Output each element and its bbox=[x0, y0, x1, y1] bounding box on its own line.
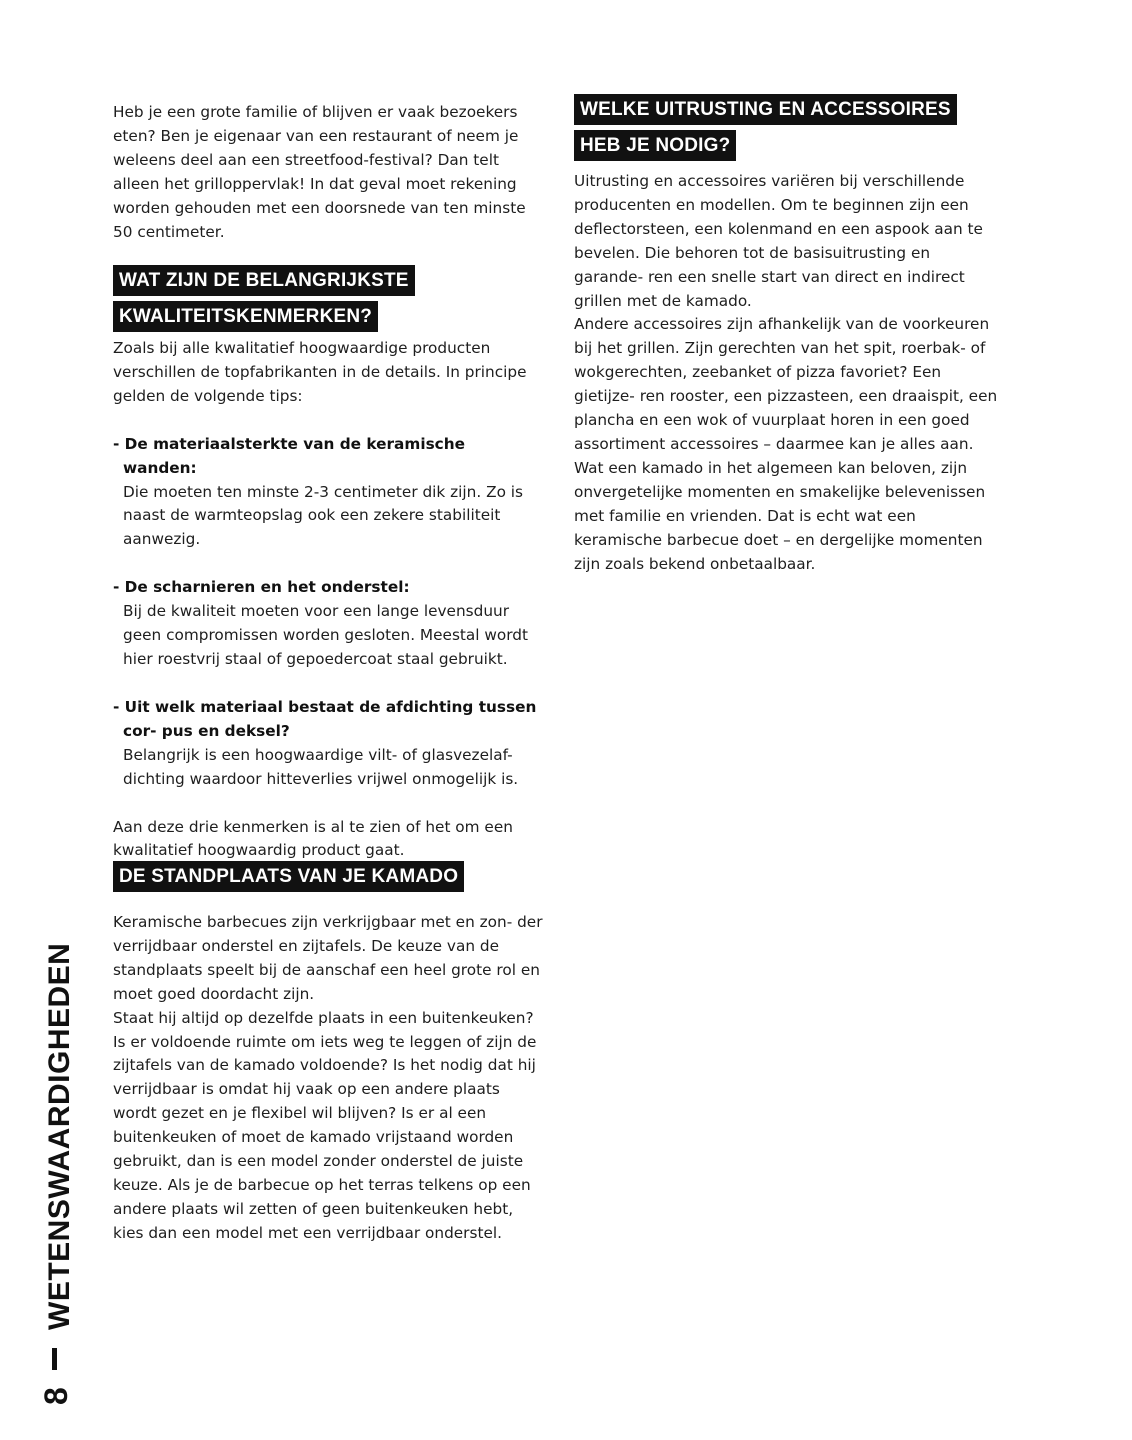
list-item bbox=[113, 433, 543, 553]
intro-paragraph: Heb je een grote familie of blijven er vaak bezoekers eten? Ben je eigenaar van een restaurant of neem je weleens deel aan een streetfood-festival? Dan telt alleen het grilloppervlak! In dat geval moet rekening worden gehouden met een doorsnede van ten minste 50 centimeter. bbox=[113, 103, 526, 241]
section-heading-accessories bbox=[574, 94, 1002, 166]
accessories-paragraph-2: Andere accessoires zijn afhankelijk van de voorkeuren bij het grillen. Zijn gerechten van het spit, roerbak- of wokgerechten, zeebanket of pizza favoriet? Een gietijze- ren rooster, een pizzasteen, een draaispit, een plancha en een wok of vuurplaat horen in een goed assortiment accessoires – daarmee kan je alles aan. bbox=[574, 315, 998, 453]
section-title-vertical: WETENSWAARDIGHEDEN bbox=[43, 942, 76, 1330]
list-item bbox=[113, 576, 543, 672]
accessories-paragraph-3: Wat een kamado in het algemeen kan beloven, zijn onvergetelijke momenten en smakelijke belevenissen met familie en vrienden. Dat is echt wat een keramische barbecue doet – en dergelijke momenten zijn zoals bekend onbetaalbaar. bbox=[574, 458, 986, 573]
intro-paragraph-block bbox=[113, 101, 543, 244]
list-item bbox=[113, 696, 543, 792]
section-accessories bbox=[574, 94, 1002, 576]
location-paragraph-2: Staat hij altijd op dezelfde plaats in een buitenkeuken? Is er voldoende ruimte om iets weg te leggen of zijn de zijtafels van de kamado voldoende? Is het nodig dat hij verrijdbaar is omdat hij vaak op een andere plaats wordt gezet en je flexibel wil blijven? Is er al een buitenkeuken of moet de kamado vrijstaand worden gebruikt, dan is een model zonder onderstel de juiste keuze. Als je de barbecue op het terras telkens op een andere plaats wil zetten of geen buitenkeuken hebt, kies dan een model met een verrijdbaar onderstel. bbox=[113, 1008, 537, 1242]
divider-bar bbox=[52, 1348, 57, 1370]
section-intro: Zoals bij alle kwalitatief hoogwaardige producten verschillen de topfabrikanten in de details. In principe gelden de volgende tips: bbox=[113, 339, 527, 405]
heading-line: WELKE UITRUSTING EN ACCESSOIRES bbox=[574, 94, 957, 125]
section-location bbox=[113, 861, 543, 1246]
heading-line: DE STANDPLAATS VAN JE KAMADO bbox=[113, 861, 464, 892]
accessories-paragraph-1: Uitrusting en accessoires variëren bij verschillende producenten en modellen. Om te beginnen zijn een deflectorsteen, een kolenmand en een aspook aan te bevelen. Die behoren tot de basisuitrusting en garande- ren een snelle start van direct en indirect grillen met de kamado. bbox=[574, 172, 983, 310]
list-item-body: Belangrijk is een hoogwaardige vilt- of glasvezelaf- dichting waardoor hitteverlies vrijwel onmogelijk is. bbox=[123, 745, 519, 788]
location-paragraph-1: Keramische barbecues zijn verkrijgbaar met en zon- der verrijdbaar onderstel en zijtafels. De keuze van de standplaats speelt bij de aanschaf een heel grote rol en moet goed doordacht zijn. bbox=[113, 913, 543, 1003]
section-quality bbox=[113, 265, 543, 863]
page-sidebar bbox=[38, 942, 82, 1405]
heading-line: WAT ZIJN DE BELANGRIJKSTE bbox=[113, 265, 415, 296]
page-number: 8 bbox=[38, 1387, 74, 1405]
list-item-body: Bij de kwaliteit moeten voor een lange levensduur geen compromissen worden gesloten. Meestal wordt hier roestvrij staal of gepoedercoat staal gebruikt. bbox=[123, 602, 529, 668]
heading-line: HEB JE NODIG? bbox=[574, 130, 736, 161]
list-item-title: - Uit welk materiaal bestaat de afdichting tussen cor- pus en deksel? bbox=[113, 697, 537, 740]
heading-line: KWALITEITSKENMERKEN? bbox=[113, 301, 378, 332]
list-item-title: - De materiaalsterkte van de keramische wanden: bbox=[113, 434, 465, 477]
list-item-body: Die moeten ten minste 2-3 centimeter dik zijn. Zo is naast de warmteopslag ook een zekere stabiliteit aanwezig. bbox=[123, 482, 524, 549]
section-heading-quality bbox=[113, 265, 543, 337]
section-conclusion: Aan deze drie kenmerken is al te zien of het om een kwalitatief hoogwaardig product gaat. bbox=[113, 817, 513, 860]
section-heading-location bbox=[113, 861, 543, 897]
list-item-title: - De scharnieren en het onderstel: bbox=[113, 578, 410, 597]
